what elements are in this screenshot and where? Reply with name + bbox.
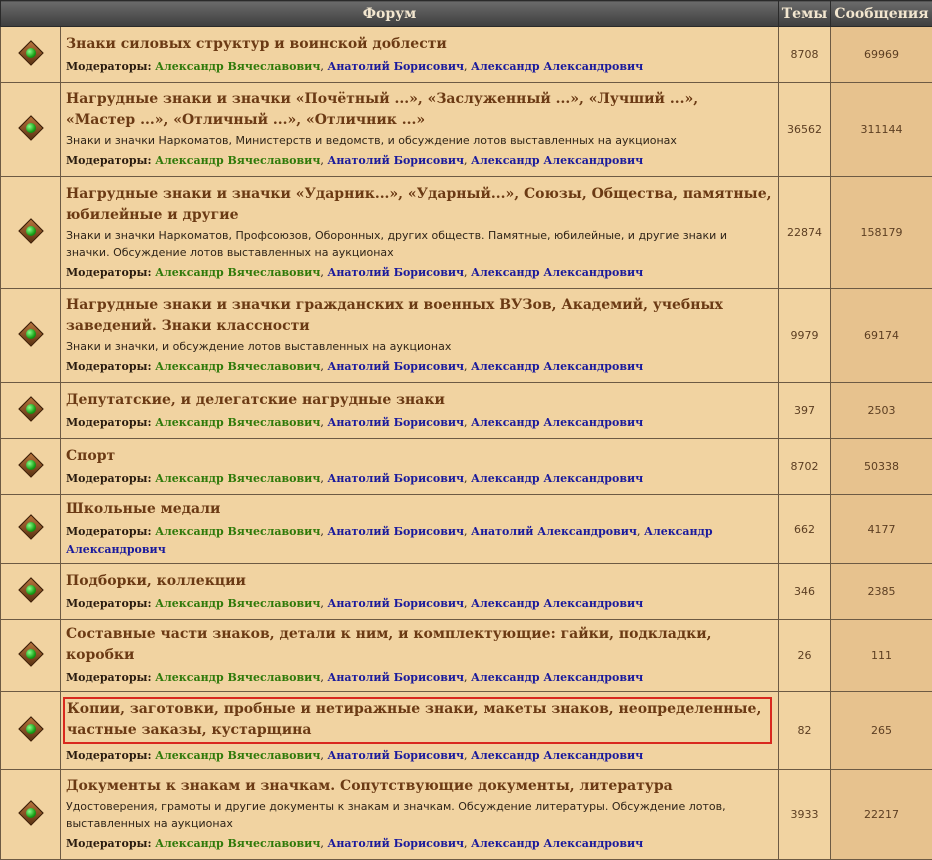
moderator-separator: , — [320, 597, 324, 610]
forum-status-icon — [18, 641, 44, 667]
forum-info-cell — [61, 692, 779, 770]
forum-topics-count: 8702 — [779, 439, 831, 495]
moderator-separator: , — [320, 525, 324, 538]
moderators-label: Модераторы: — [66, 472, 152, 485]
forum-moderators — [66, 523, 772, 559]
forum-topics-count: 22874 — [779, 177, 831, 289]
moderator-separator: , — [320, 60, 324, 73]
moderator-link[interactable]: Анатолий Борисович — [327, 266, 464, 279]
forum-posts-count: 69174 — [831, 289, 932, 383]
moderators-label: Модераторы: — [66, 416, 152, 429]
moderator-link[interactable]: Александр Вячеславович — [155, 525, 320, 538]
moderator-separator: , — [464, 416, 468, 429]
forum-row — [1, 83, 932, 177]
forum-posts-count: 158179 — [831, 177, 932, 289]
moderator-separator: , — [320, 671, 324, 684]
forum-moderators — [66, 152, 772, 170]
forum-row — [1, 564, 932, 620]
forum-info-cell — [61, 439, 779, 495]
moderator-separator: , — [637, 525, 641, 538]
moderator-separator: , — [464, 154, 468, 167]
forum-icon-cell — [1, 177, 61, 289]
forum-posts-count: 2385 — [831, 564, 932, 620]
forum-title-wrap — [66, 34, 772, 55]
moderator-link[interactable]: Александр Вячеславович — [155, 416, 320, 429]
forum-dot-icon — [26, 329, 36, 339]
forum-description: Знаки и значки Наркоматов, Профсоюзов, Оборонных, других обществ. Памятные, юбилейные, и другие знаки и значки. Обсуждение лотов выставленных на аукционах — [66, 227, 772, 261]
moderators-label: Модераторы: — [66, 749, 152, 762]
forum-row — [1, 177, 932, 289]
forum-icon-cell — [1, 620, 61, 692]
forum-info-cell — [61, 177, 779, 289]
forum-info-cell — [61, 495, 779, 564]
moderator-separator: , — [464, 837, 468, 850]
forum-row — [1, 289, 932, 383]
forum-status-icon — [18, 218, 44, 244]
forum-moderators — [66, 470, 772, 488]
forum-dot-icon — [26, 404, 36, 414]
forum-title-wrap — [66, 89, 772, 131]
moderator-separator: , — [464, 749, 468, 762]
forum-status-icon — [18, 452, 44, 478]
forum-info-cell — [61, 289, 779, 383]
moderator-link[interactable]: Анатолий Борисович — [327, 671, 464, 684]
header-forum: Форум — [1, 1, 779, 27]
forum-dot-icon — [26, 460, 36, 470]
forum-title-link[interactable]: Спорт — [66, 446, 772, 467]
forum-icon-cell — [1, 495, 61, 564]
forum-moderators — [66, 58, 772, 76]
forum-title-link[interactable]: Нагрудные знаки и значки «Ударник...», «Ударный...», Союзы, Общества, памятные, юбилейные и другие — [66, 184, 772, 226]
moderator-link[interactable]: Анатолий Борисович — [327, 525, 464, 538]
moderators-label: Модераторы: — [66, 266, 152, 279]
forum-status-icon — [18, 716, 44, 742]
forum-title-link[interactable]: Составные части знаков, детали к ним, и комплектующие: гайки, подкладки, коробки — [66, 624, 772, 666]
moderator-link[interactable]: Анатолий Борисович — [327, 597, 464, 610]
moderator-link[interactable]: Александр Вячеславович — [155, 671, 320, 684]
moderator-link[interactable]: Александр Александрович — [471, 597, 643, 610]
moderator-link[interactable]: Александр Александрович — [471, 671, 643, 684]
forum-topics-count: 36562 — [779, 83, 831, 177]
forum-moderators — [66, 414, 772, 432]
forum-description: Знаки и значки, и обсуждение лотов выставленных на аукционах — [66, 338, 772, 355]
moderator-link[interactable]: Александр Александрович — [471, 472, 643, 485]
forum-topics-count: 397 — [779, 383, 831, 439]
forum-topics-count: 26 — [779, 620, 831, 692]
forum-title-link[interactable]: Знаки силовых структур и воинской доблести — [66, 34, 772, 55]
moderator-separator: , — [464, 472, 468, 485]
forum-dot-icon — [26, 585, 36, 595]
forum-posts-count: 111 — [831, 620, 932, 692]
forum-dot-icon — [26, 649, 36, 659]
moderators-label: Модераторы: — [66, 597, 152, 610]
forum-list — [1, 27, 932, 860]
forum-title-wrap — [66, 624, 772, 666]
header-topics: Темы — [779, 1, 831, 27]
forum-posts-count: 2503 — [831, 383, 932, 439]
forum-posts-count: 22217 — [831, 770, 932, 860]
forum-posts-count: 50338 — [831, 439, 932, 495]
forum-row — [1, 620, 932, 692]
moderator-link[interactable]: Александр Вячеславович — [155, 472, 320, 485]
moderator-link[interactable]: Александр Александрович — [471, 749, 643, 762]
forum-info-cell — [61, 620, 779, 692]
forum-title-link[interactable]: Депутатские, и делегатские нагрудные знаки — [66, 390, 772, 411]
forum-icon-cell — [1, 692, 61, 770]
moderator-separator: , — [320, 154, 324, 167]
forum-title-wrap — [66, 776, 772, 797]
moderator-link[interactable]: Александр Вячеславович — [155, 837, 320, 850]
forum-header-row — [1, 1, 932, 27]
forum-row — [1, 770, 932, 860]
forum-title-wrap — [66, 499, 772, 520]
moderators-label: Модераторы: — [66, 60, 152, 73]
moderator-separator: , — [464, 671, 468, 684]
forum-dot-icon — [26, 48, 36, 58]
moderator-separator: , — [464, 360, 468, 373]
moderators-label: Модераторы: — [66, 525, 152, 538]
forum-moderators — [66, 747, 772, 765]
forum-moderators — [66, 595, 772, 613]
forum-description: Знаки и значки Наркоматов, Министерств и ведомств, и обсуждение лотов выставленных на аукционах — [66, 132, 772, 149]
forum-icon-cell — [1, 564, 61, 620]
moderator-link[interactable]: Александр Александрович — [471, 837, 643, 850]
forum-topics-count: 346 — [779, 564, 831, 620]
forum-status-icon — [18, 514, 44, 540]
forum-topics-count: 8708 — [779, 27, 831, 83]
forum-moderators — [66, 669, 772, 687]
moderator-link[interactable]: Анатолий Борисович — [327, 60, 464, 73]
forum-posts-count: 4177 — [831, 495, 932, 564]
moderator-link[interactable]: Анатолий Борисович — [327, 360, 464, 373]
forum-status-icon — [18, 800, 44, 826]
moderator-link[interactable]: Александр Вячеславович — [155, 597, 320, 610]
forum-info-cell — [61, 83, 779, 177]
moderator-separator: , — [464, 597, 468, 610]
forum-row — [1, 692, 932, 770]
moderator-link[interactable]: Анатолий Борисович — [327, 749, 464, 762]
forum-info-cell — [61, 564, 779, 620]
moderator-link[interactable]: Александр Александрович — [471, 266, 643, 279]
moderator-separator: , — [464, 525, 468, 538]
moderator-link[interactable]: Александр Александрович — [471, 416, 643, 429]
moderators-label: Модераторы: — [66, 360, 152, 373]
moderator-separator: , — [320, 266, 324, 279]
forum-posts-count: 311144 — [831, 83, 932, 177]
forum-icon-cell — [1, 83, 61, 177]
forum-topics-count: 9979 — [779, 289, 831, 383]
forum-title-link[interactable]: Школьные медали — [66, 499, 772, 520]
forum-icon-cell — [1, 27, 61, 83]
forum-row — [1, 27, 932, 83]
moderator-link[interactable]: Александр Александрович — [66, 525, 713, 556]
forum-title-link[interactable]: Нагрудные знаки и значки гражданских и военных ВУЗов, Академий, учебных заведений. Знаки классности — [66, 295, 772, 337]
moderator-link[interactable]: Анатолий Борисович — [327, 416, 464, 429]
moderator-link[interactable]: Александр Вячеславович — [155, 360, 320, 373]
forum-title-link[interactable]: Подборки, коллекции — [66, 571, 772, 592]
forum-status-icon — [18, 396, 44, 422]
moderator-link[interactable]: Анатолий Борисович — [327, 472, 464, 485]
moderators-label: Модераторы: — [66, 837, 152, 850]
forum-info-cell — [61, 770, 779, 860]
forum-title-link[interactable]: Нагрудные знаки и значки «Почётный ...», «Заслуженный ...», «Лучший ...», «Мастер ...», «Отличный ...», «Отличник ...» — [66, 89, 772, 131]
moderator-link[interactable]: Анатолий Александрович — [471, 525, 637, 538]
moderator-separator: , — [320, 837, 324, 850]
moderators-label: Модераторы: — [66, 671, 152, 684]
forum-title-wrap — [66, 390, 772, 411]
forum-dot-icon — [26, 123, 36, 133]
forum-topics-count: 662 — [779, 495, 831, 564]
moderator-separator: , — [464, 60, 468, 73]
forum-status-icon — [18, 321, 44, 347]
forum-icon-cell — [1, 439, 61, 495]
forum-row — [1, 383, 932, 439]
forum-status-icon — [18, 577, 44, 603]
forum-dot-icon — [26, 226, 36, 236]
moderator-separator: , — [320, 416, 324, 429]
forum-topics-count: 3933 — [779, 770, 831, 860]
moderator-separator: , — [320, 472, 324, 485]
moderator-link[interactable]: Александр Александрович — [471, 154, 643, 167]
forum-dot-icon — [26, 724, 36, 734]
forum-icon-cell — [1, 770, 61, 860]
forum-title-wrap — [66, 295, 772, 337]
forum-title-wrap — [66, 184, 772, 226]
forum-title-link[interactable]: Копии, заготовки, пробные и нетиражные знаки, макеты знаков, неопределенные, частные заказы, кустарщина — [67, 699, 763, 741]
forum-info-cell — [61, 27, 779, 83]
forum-info-cell — [61, 383, 779, 439]
moderator-separator: , — [320, 749, 324, 762]
header-posts: Сообщения — [831, 1, 932, 27]
forum-status-icon — [18, 115, 44, 141]
forum-title-link[interactable]: Документы к знакам и значкам. Сопутствующие документы, литература — [66, 776, 772, 797]
moderator-separator: , — [320, 360, 324, 373]
forum-topics-count: 82 — [779, 692, 831, 770]
moderator-link[interactable]: Александр Вячеславович — [155, 266, 320, 279]
forum-moderators — [66, 835, 772, 853]
forum-dot-icon — [26, 808, 36, 818]
forum-moderators — [66, 358, 772, 376]
forum-status-icon — [18, 40, 44, 66]
forum-title-highlight-box — [63, 697, 772, 744]
moderator-separator: , — [464, 266, 468, 279]
forum-row — [1, 439, 932, 495]
moderator-link[interactable]: Александр Александрович — [471, 60, 643, 73]
moderator-link[interactable]: Анатолий Борисович — [327, 154, 464, 167]
forum-icon-cell — [1, 383, 61, 439]
moderator-link[interactable]: Анатолий Борисович — [327, 837, 464, 850]
forum-title-wrap — [66, 446, 772, 467]
forum-posts-count: 265 — [831, 692, 932, 770]
forum-row — [1, 495, 932, 564]
moderator-link[interactable]: Александр Александрович — [471, 360, 643, 373]
forum-description: Удостоверения, грамоты и другие документы к знакам и значкам. Обсуждение литературы. Обсуждение лотов, выставленных на аукционах — [66, 798, 772, 832]
moderator-link[interactable]: Александр Вячеславович — [155, 154, 320, 167]
moderators-label: Модераторы: — [66, 154, 152, 167]
forum-dot-icon — [26, 522, 36, 532]
forum-posts-count: 69969 — [831, 27, 932, 83]
forum-icon-cell — [1, 289, 61, 383]
moderator-link[interactable]: Александр Вячеславович — [155, 749, 320, 762]
forum-title-wrap — [66, 571, 772, 592]
forum-moderators — [66, 264, 772, 282]
moderator-link[interactable]: Александр Вячеславович — [155, 60, 320, 73]
